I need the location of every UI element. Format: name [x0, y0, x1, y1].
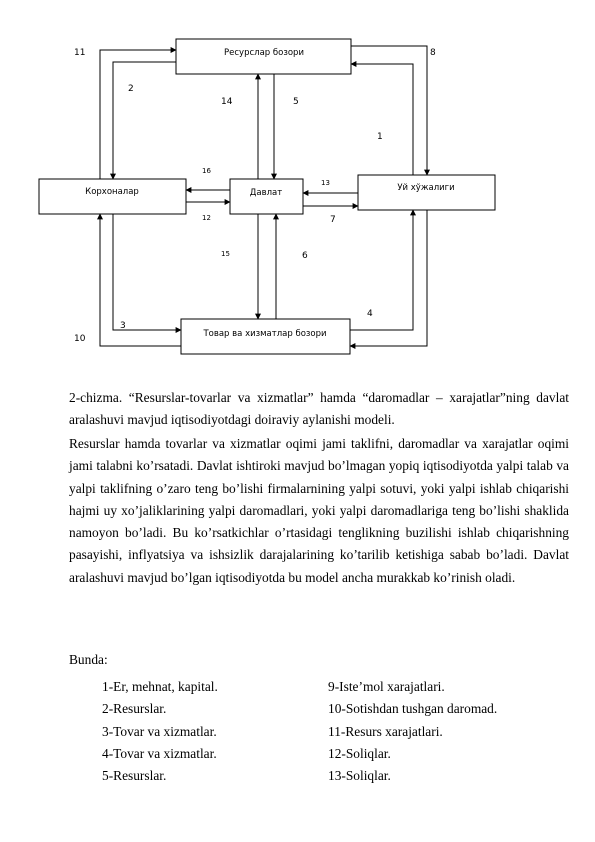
legend-right-4: 12-Soliqlar. — [328, 746, 391, 761]
legend-right-5: 13-Soliqlar. — [328, 768, 391, 783]
flow-number-5: 5 — [293, 97, 299, 107]
legend-left-4: 4-Tovar va xizmatlar. — [102, 746, 217, 761]
flow-number-16: 16 — [202, 167, 211, 175]
legend-left-1: 1-Er, mehnat, kapital. — [102, 679, 218, 694]
legend-right-3: 11-Resurs xarajatlari. — [328, 724, 443, 739]
flow-8 — [351, 46, 427, 175]
flow-3 — [113, 214, 181, 330]
goods-market-label: Товар ва хизматлар бозори — [203, 329, 327, 339]
flow-number-15: 15 — [221, 250, 230, 258]
flow-number-3: 3 — [120, 321, 126, 331]
legend-right-2: 10-Sotishdan tushgan daromad. — [328, 701, 498, 716]
households-label: Уй хўжалиги — [397, 183, 455, 193]
flow-1 — [351, 64, 413, 175]
flow-number-2: 2 — [128, 84, 134, 94]
figure-caption: 2-chizma. “Resurslar-tovarlar va xizmatlar” hamda “daromadlar – xarajatlar”ning davlat aralashuvi mavjud iqtisodiyotdagi doiraviy aylanishi modeli. — [69, 390, 569, 428]
flow-number-12: 12 — [202, 214, 211, 222]
government-label: Давлат — [249, 188, 283, 198]
legend-left-5: 5-Resurslar. — [102, 768, 167, 783]
flow-number-14: 14 — [221, 97, 233, 107]
flow-number-4: 4 — [367, 309, 373, 319]
flow-number-11: 11 — [74, 48, 86, 58]
legend-left-2: 2-Resurslar. — [102, 701, 167, 716]
flow-10 — [100, 214, 181, 346]
flow-number-13: 13 — [321, 179, 330, 187]
flow-number-1: 1 — [377, 132, 383, 142]
flow-2 — [113, 62, 176, 179]
firms-label: Корхоналар — [85, 187, 139, 197]
resources-market-label: Ресурслар бозори — [224, 48, 304, 58]
body-paragraph: Resurslar hamda tovarlar va xizmatlar oqimi jami taklifni, daromadlar va xarajatlar oqimi jami talabni ko’rsatadi. Davlat ishtiroki mavjud bo’lmagan yopiq iqtisodiyotda yalpi talab va yalpi taklifning o’zaro teng bo’lishi firmalarnining yalpi sotuvi, yoki yalpi ishlab chiqarishi hajmi uy xo’jaliklarining yalpi daromadlari, yoki yalpi daromadlariga teng bo’lishi shaklida namoyon bo’ladi. Bu ko’rsatkichlar o’rtasidagi tenglikning buzilishi ishlab chiqarishning pasayishi, inflyatsiya va ishsizlik darajalarining ko’tarilib ketishiga sabab bo’ladi. Davlat aralashuvi mavjud bo’lgan iqtisodiyotda bu model ancha murakkab ko’rinish oladi. — [69, 436, 569, 585]
flow-number-8: 8 — [430, 48, 436, 58]
legend-left-3: 3-Tovar va xizmatlar. — [102, 724, 217, 739]
flow-11 — [100, 50, 176, 179]
flow-number-6: 6 — [302, 251, 308, 261]
flow-4 — [350, 210, 427, 346]
legend-right-1: 9-Iste’mol xarajatlari. — [328, 679, 445, 694]
flow-number-7: 7 — [330, 215, 336, 225]
flow-9 — [350, 210, 413, 330]
bunda-label: Bunda: — [69, 652, 108, 667]
circular-flow-diagram — [0, 0, 595, 370]
flow-number-10: 10 — [74, 334, 86, 344]
